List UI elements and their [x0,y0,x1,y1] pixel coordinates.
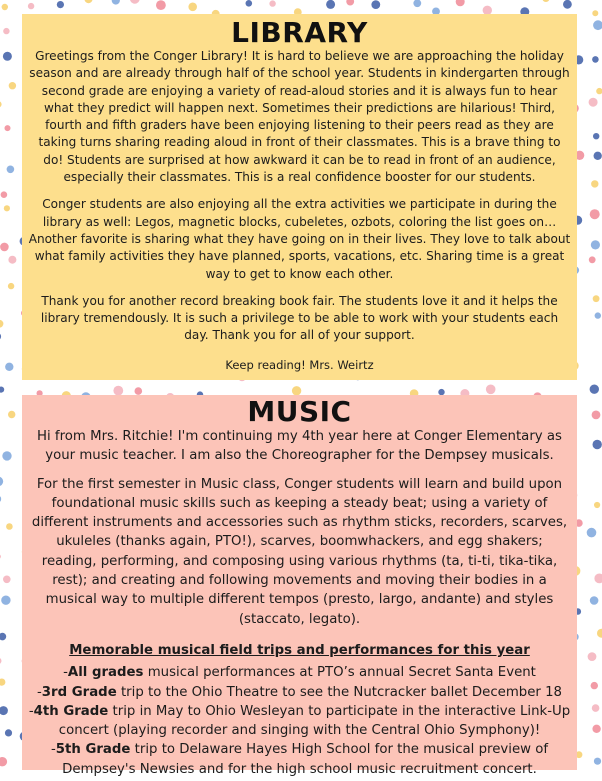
background-dot [592,704,600,712]
background-dot [8,256,16,264]
background-dot [7,166,15,174]
trip-prefix: - [50,742,56,758]
background-dot [57,1,64,8]
background-dot [596,88,602,94]
background-dot [594,152,602,160]
background-dot [346,0,354,6]
library-paragraph-2: Conger students are also enjoying all the extra activities we participate in during the library as well: Legos, magnetic blocks, cubeletes, ozbots, coloring the list goes on… Another favorite is sharing what they have going on in their lives. They love to talk about what family activities they have planned, sports, vacations, etc. Sharing time is a great way to get to know each other. [28,197,571,281]
background-dot [593,440,602,449]
background-dot [0,495,1,503]
background-dot [592,56,599,63]
trip-item-all-grades [28,663,571,682]
trips-heading: Memorable musical field trips and performances for this year [69,642,530,658]
background-dot [486,385,496,395]
background-dot [593,295,600,302]
background-dot [592,411,601,420]
trip-text: trip to Delaware Hayes High School for the musical preview of Dempsey's Newsies and for the high school music recruitment concert. [62,742,549,777]
background-dot [326,0,335,9]
trip-item-4th-grade [28,702,571,741]
background-dot [8,283,14,289]
library-section [22,14,577,380]
background-dot [112,0,120,5]
trip-item-3rd-grade [28,683,571,702]
music-paragraph-1: Hi from Mrs. Ritchie! I'm continuing my 4th year here at Conger Elementary as your music teacher. I am also the Choreographer for the Dempsey musicals. [37,429,562,464]
background-dot [5,729,12,736]
background-dot [0,679,5,686]
background-dot [0,553,1,560]
background-dot [594,574,602,584]
background-dot [0,477,3,486]
background-dot [1,191,8,198]
background-dot [0,757,7,766]
trip-text: musical performances at PTO’s annual Secret Santa Event [143,665,536,681]
background-dot [592,10,598,16]
background-dot [130,0,140,4]
background-dot [591,180,598,187]
background-dot [590,596,599,605]
background-dot [5,363,13,371]
trip-item-5th-grade [28,740,571,779]
trip-grade: 5th Grade [55,742,131,758]
background-dot [135,387,143,395]
background-dot [0,333,1,341]
background-dot [5,125,11,131]
background-dot [85,0,93,3]
background-dot [3,576,11,584]
background-dot [28,3,34,9]
background-dot [588,652,597,661]
background-dot [597,629,602,638]
background-dot [4,205,10,211]
background-dot [2,4,8,10]
background-dot [563,0,572,9]
background-dot [413,0,421,7]
background-dot [6,523,13,530]
library-paragraph-1: Greetings from the Conger Library! It is hard to believe we are approaching the holiday season and are already through half of the school year. Students in kindergarten through second grade are enjoying a variety of read-aloud stories and it is always fun to hear what they predict will happen next. Sometimes their predictions are hilarious! Third, fourth and fifth graders have been enjoying listening to their peers read as they are taking turns sharing reading aloud in front of their classmates. This is a brave thing to do! Students are surprised at how awkward it can be to read in front of an audience, especially their classmates. This is a real confidence booster for our students. [29,49,570,185]
background-dot [592,725,600,733]
trip-prefix: - [36,684,42,700]
background-dot [0,101,2,108]
trip-grade: 4th Grade [33,703,109,719]
background-dot [591,240,600,249]
background-dot [3,28,9,34]
background-dot [590,209,600,219]
trip-grade: 3rd Grade [41,684,117,700]
music-section [22,395,577,777]
background-dot [9,82,16,89]
background-dot [593,133,599,139]
background-dot [8,411,15,418]
background-dot [0,633,6,641]
library-title: LIBRARY [231,16,368,49]
background-dot [594,502,600,508]
background-dot [0,658,2,665]
background-dot [0,243,9,252]
background-dot [0,387,4,393]
background-dot [542,0,549,2]
background-dot [590,385,599,394]
background-dot [589,98,598,107]
music-paragraph-2: For the first semester in Music class, Conger students will learn and build upon foundational music skills such as keeping a steady beat; using a variety of different instruments and accessories such as rhythm sticks, recorders, scarves, ukuleles (thanks again, PTO!), scarves, boomwhackers, and egg shakers; reading, performing, and composing using various rhythms (ta, ti-ti, tika-tika, rest); and creating and following movements and moving their bodies in a musical way to multiple different tempos (presto, largo, andante) and styles (staccato, legato). [31,476,568,627]
background-dot [0,320,3,328]
background-dot [3,52,12,61]
background-dot [156,0,166,10]
background-dot [593,20,602,30]
background-dot [2,451,11,460]
background-dot [371,0,380,9]
trip-text: trip in May to Ohio Wesleyan to participate in the interactive Link-Up concert (playing recorder and singing with the Central Ohio Symphony)! [58,703,571,739]
background-dot [269,0,275,6]
library-signoff: Keep reading! Mrs. Weirtz [225,357,374,372]
background-dot [595,312,601,318]
background-dot [587,528,597,538]
background-dot [594,758,601,765]
trip-prefix: - [63,665,68,681]
background-dot [188,3,197,12]
background-dot [0,706,8,715]
trip-text: trip to the Ohio Theatre to see the Nutcracker ballet December 18 [116,684,563,700]
library-paragraph-3: Thank you for another record breaking book fair. The students love it and it helps the library tremendously. It is such a privilege to be able to work with your students each day. Thank you for all of your support. [40,293,559,343]
background-dot [456,0,465,6]
trip-prefix: - [28,703,34,719]
music-title: MUSIC [247,395,352,428]
trip-grade: All grades [67,665,144,681]
background-dot [1,596,10,605]
background-dot [246,0,253,7]
background-dot [589,256,596,263]
background-dot [591,682,598,689]
